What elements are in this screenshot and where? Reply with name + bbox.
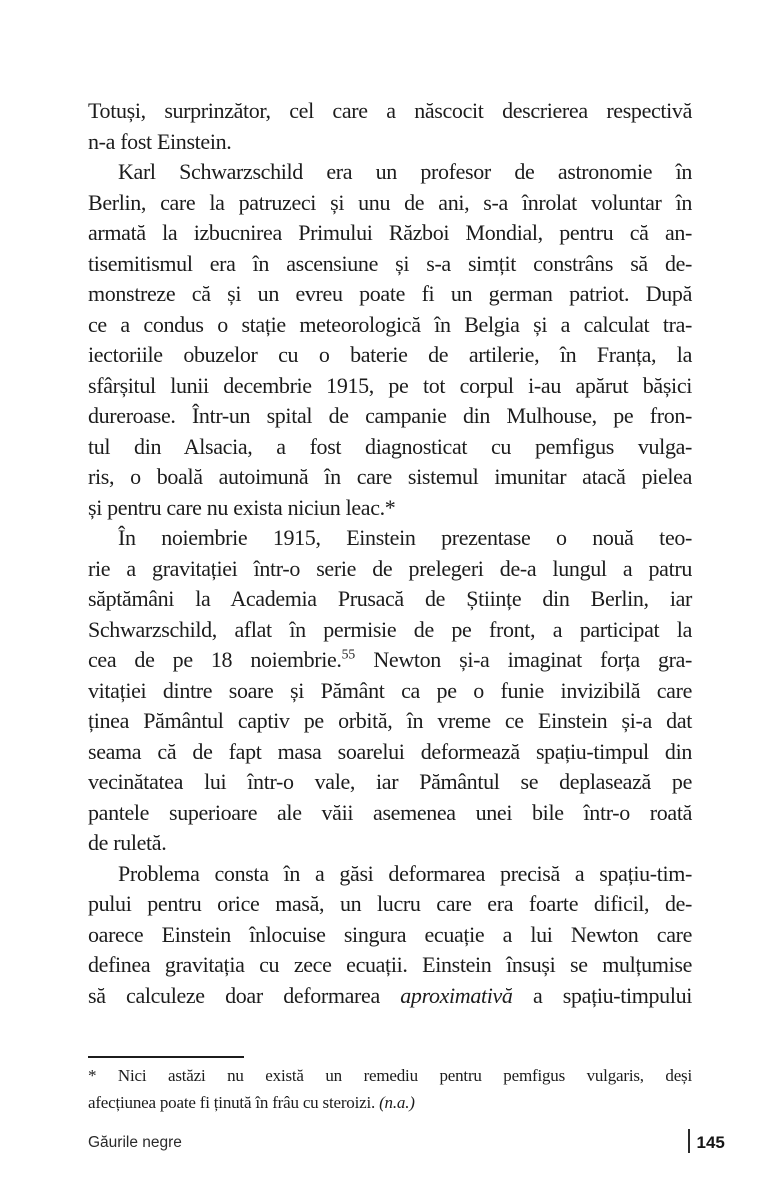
text-line: definea gravitația cu zece ecuații. Einstein însuși se mulțumise (88, 952, 692, 977)
text-line: ce a condus o stație meteorologică în Belgia și a calculat tra- (88, 311, 692, 337)
page-number-divider (688, 1129, 690, 1153)
text-line: tisemitismul era în ascensiune și s-a simțit constrâns să de- (88, 250, 692, 276)
body-text (88, 96, 692, 1011)
text-line: pantele superioare ale văii asemenea unei bile într-o roată (88, 799, 692, 825)
text-line: vitației dintre soare și Pământ ca pe o funie invizibilă care (88, 677, 692, 703)
text-line: n-a fost Einstein. (88, 128, 232, 154)
text-line: Totuși, surprinzător, cel care a născocit descrierea respectivă (88, 98, 692, 123)
paragraph (88, 859, 692, 1012)
text-line: Schwarzschild, aflat în permisie de pe front, a participat la (88, 616, 692, 642)
text-line: Problema consta în a găsi deformarea precisă a spațiu-tim- (118, 860, 692, 886)
text-line: Berlin, care la patruzeci și unu de ani, s-a înrolat voluntar în (88, 189, 692, 215)
text-line: pului pentru orice masă, un lucru care era foarte dificil, de- (88, 891, 692, 916)
page-number-block (688, 1129, 725, 1153)
text-line: și pentru care nu exista niciun leac.* (88, 494, 396, 520)
text-line: ris, o boală autoimună în care sistemul imunitar atacă pielea (88, 464, 692, 489)
running-footer (88, 1131, 738, 1157)
running-title: Găurile negre (88, 1134, 182, 1151)
text-line: monstreze că și un evreu poate fi un german patriot. După (88, 281, 692, 306)
text-line: de ruletă. (88, 830, 167, 855)
text-line: dureroase. Într-un spital de campanie din Mulhouse, pe fron- (88, 403, 692, 428)
footnote (88, 1062, 692, 1116)
text-line: * Nici astăzi nu există un remediu pentru pemfigus vulgaris, deși (88, 1066, 692, 1085)
text-line: rie a gravitației într-o serie de prelegeri de-a lungul a patru (88, 555, 692, 581)
paragraph (88, 96, 692, 157)
text-line: iectoriile obuzelor cu o baterie de artilerie, în Franța, la (88, 342, 692, 367)
text-line: seama că de fapt masa soarelui deformează spațiu-timpul din (88, 738, 692, 764)
text-line: În noiembrie 1915, Einstein prezentase o nouă teo- (118, 525, 692, 550)
text-line: ținea Pământul captiv pe orbită, în vreme ce Einstein și-a dat (88, 708, 692, 733)
text-line: vecinătatea lui într-o vale, iar Pământul se deplasează pe (88, 769, 692, 794)
paragraph (88, 523, 692, 859)
paragraph (88, 157, 692, 523)
text-line: oarece Einstein înlocuise singura ecuație a lui Newton care (88, 921, 692, 947)
text-line: să calculeze doar deformarea aproximativă a spațiu-timpului (88, 982, 692, 1008)
text-line: sfârșitul lunii decembrie 1915, pe tot corpul i-au apărut bășici (88, 372, 692, 398)
text-line: tul din Alsacia, a fost diagnosticat cu pemfigus vulga- (88, 433, 692, 459)
text-line: cea de pe 18 noiembrie.$^{55}$ Newton și-a imaginat forța gra- (88, 646, 692, 672)
text-line: armată la izbucnirea Primului Război Mondial, pentru că an- (88, 220, 692, 245)
text-line: săptămâni la Academia Prusacă de Științe din Berlin, iar (88, 586, 692, 611)
text-line: afecțiunea poate fi ținută în frâu cu steroizi. (n.a.) (88, 1093, 415, 1112)
text-line: Karl Schwarzschild era un profesor de astronomie în (118, 159, 692, 184)
footnote-rule (88, 1056, 244, 1058)
page-number: 145 (696, 1133, 725, 1152)
